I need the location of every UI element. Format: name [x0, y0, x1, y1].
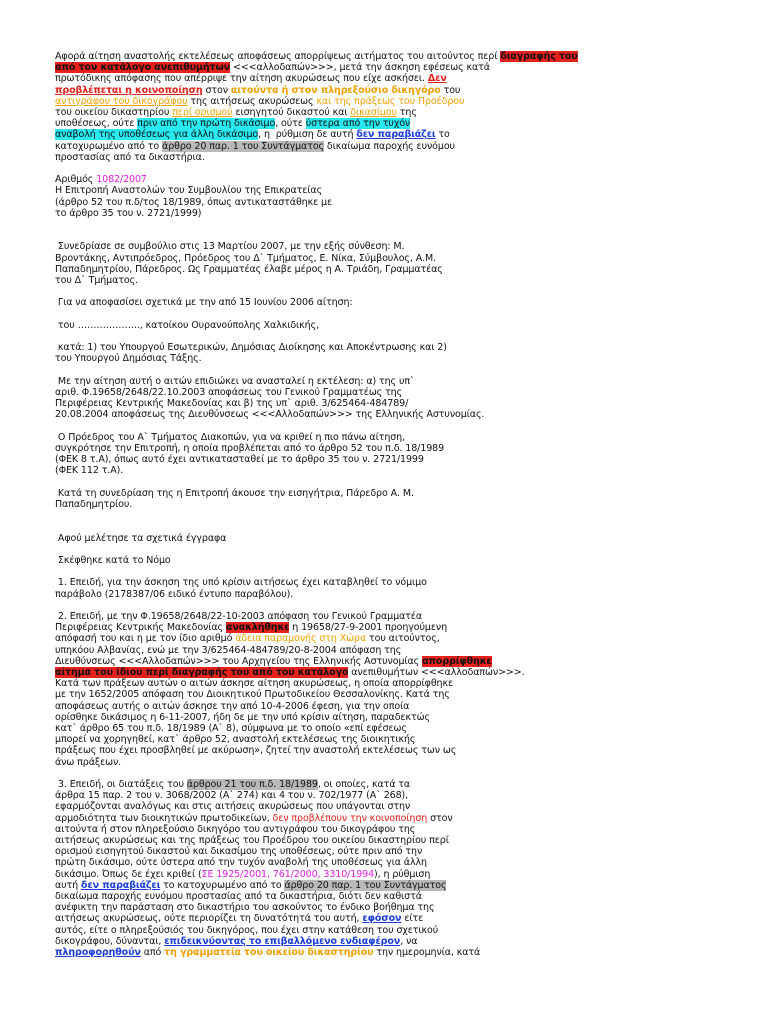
- paragraph: Αφού μελέτησε τα σχετικά έγγραφα: [55, 532, 227, 544]
- session-line: Παπαδημητρίου, Πάρεδρος. Ως Γραμματέας έλαβε μέρος η Α. Τριάδη, Γραμματέας: [55, 263, 443, 275]
- numbered-paragraph: αποφάσεως αυτής ο αιτών άσκησε την από 10-4-2006 έφεση, για την οποία: [55, 700, 410, 712]
- committee-basis: το άρθρο 35 του ν. 2721/1999): [55, 207, 202, 219]
- paragraph: 20.08.2004 αποφάσεως της Διευθύνσεως <<<Αλλοδαπών>>> της Ελληνικής Αστυνομίας.: [55, 409, 485, 421]
- numbered-paragraph: με την 1652/2005 απόφαση του Διοικητικού Πρωτοδικείου Θεσσαλονίκης. Κατά της: [55, 689, 450, 701]
- paragraph: Για να αποφασίσει σχετικά με την από 15 Ιουνίου 2006 αίτηση:: [55, 297, 353, 309]
- committee-basis: (άρθρο 52 του π.δ/τος 18/1989, όπως αντικαταστάθηκε με: [55, 196, 333, 208]
- numbered-paragraph: παράβολο (2178387/06 ειδικό έντυπο παραβόλου).: [55, 588, 294, 600]
- numbered-paragraph: Διευθύνσεως <<<Αλλοδαπών>>> του Αρχηγείου της Ελληνικής Αστυνομίας απορρίφθηκε: [55, 655, 492, 667]
- numbered-paragraph: δικάσιμο. Όπως δε έχει κριθεί (ΣΕ 1925/2001, 761/2000, 3310/1994), η ρύθμιση: [55, 868, 431, 880]
- numbered-paragraph: δικαίωμα παροχής ευνόμου προστασίας από τα δικαστήρια, διότι δεν καθιστά: [55, 891, 422, 902]
- paragraph: (ΦΕΚ 8 τ.Α), όπως αυτό έχει αντικατασταθεί με το άρθρο 35 του ν. 2721/1999: [55, 454, 424, 466]
- document-body: [55, 51, 655, 958]
- intro-line: από τον κατάλογο ανεπιθυμήτων <<<αλλοδαπών>>>, μετά την άσκηση εφέσεως κατά: [55, 62, 490, 74]
- numbered-paragraph: άρθρα 15 παρ. 2 του ν. 3068/2002 (Α` 274) και 4 του ν. 702/1977 (Α` 268),: [55, 790, 409, 802]
- intro-line: υποθέσεως, ούτε πριν από την πρώτη δικάσιμο, ούτε ύστερα από την τυχόν: [55, 118, 411, 130]
- paragraph: του Υπουργού Δημόσιας Τάξης.: [55, 353, 202, 365]
- paragraph: (ΦΕΚ 112 τ.Α).: [55, 465, 124, 477]
- numbered-paragraph: Κατά των πράξεων αυτών ο αιτών άσκησε αίτηση ακυρώσεως, η οποία απορρίφθηκε: [55, 678, 454, 690]
- intro-line: αντιγράφου του δικογράφου της αιτήσεως ακυρώσεως και της πράξεως του Προέδρου: [55, 95, 465, 107]
- numbered-paragraph: πρώτη δικάσιμο, ούτε ύστερα από την τυχόν αναβολή της υποθέσεως για άλλη: [55, 857, 427, 869]
- numbered-paragraph: 3. Επειδή, οι διατάξεις του άρθρου 21 του π.δ. 18/1989, οι οποίες, κατά τα: [55, 778, 411, 790]
- numbered-paragraph: 1. Επειδή, για την άσκηση της υπό κρίσιν αιτήσεως έχει καταβληθεί το νόμιμο: [55, 577, 427, 589]
- intro-line: πρωτόδικης απόφασης που απέρριψε την αίτηση ακυρώσεως που είχε ασκήσει. Δεν: [55, 73, 447, 85]
- paragraph: Με την αίτηση αυτή ο αιτών επιδιώκει να ανασταλεί η εκτέλεση: α) της υπ`: [55, 375, 415, 387]
- intro-line: του οικείου δικαστηρίου περί ορισμού εισηγητού δικαστού και δικασίμου της: [55, 107, 417, 119]
- numbered-paragraph: υπηκόου Αλβανίας, ενώ με την 3/625464-484789/20-8-2004 απόφαση της: [55, 644, 402, 656]
- intro-line: κατοχυρωμένο από το άρθρο 20 παρ. 1 του Συντάγματος δικαίωμα παροχής ευνόμου: [55, 140, 455, 152]
- paragraph: Ο Πρόεδρος του Α` Τμήματος Διακοπών, για να κριθεί η πιο πάνω αίτηση,: [55, 431, 405, 443]
- intro-line: αναβολή της υποθέσεως για άλλη δικάσιμο, η ρύθμιση δε αυτή δεν παραβιάζει το: [55, 129, 450, 141]
- numbered-paragraph: αιτήσεως ακυρώσεως και της πράξεως του Προέδρου του οικείου δικαστηρίου περί: [55, 834, 449, 846]
- numbered-paragraph: Περιφέρειας Κεντρικής Μακεδονίας ανακλήθηκε η 19658/27-9-2001 προηγούμενη: [55, 622, 448, 634]
- numbered-paragraph: αιτήσεως ακυρώσεως, ούτε περιορίζει τη δυνατότητά του αυτή, εφόσον είτε: [55, 913, 424, 925]
- numbered-paragraph: μπορεί να χορηγηθεί, κατ` άρθρο 52, αναστολή εκτελέσεως της διοικητικής: [55, 734, 416, 746]
- numbered-paragraph: αιτούντα ή στον πληρεξούσιο δικηγόρο του αντιγράφου του δικογράφου της: [55, 823, 416, 835]
- numbered-paragraph: κατ` άρθρο 65 του π.δ. 18/1989 (Α` 8), σύμφωνα με το οποίο «επί εφέσεως: [55, 722, 407, 734]
- numbered-paragraph: άνω πράξεων.: [55, 756, 122, 768]
- decision-number: Αριθμός 1082/2007: [55, 174, 147, 186]
- paragraph: κατά: 1) του Υπουργού Εσωτερικών, Δημόσιας Διοίκησης και Αποκέντρωσης και 2): [55, 342, 447, 354]
- numbered-paragraph: αρμοδιότητα των διοικητικών πρωτοδικείων, δεν προβλέπουν την κοινοποίηση στον: [55, 812, 453, 824]
- numbered-paragraph: δικογράφου, δύνανται, επιδεικνύοντας το επιβαλλόμενο ενδιαφέρον, να: [55, 935, 418, 947]
- numbered-paragraph: εφαρμόζονται αναλόγως και στις αιτήσεις ακυρώσεως που υπάγονται στην: [55, 801, 411, 813]
- intro-line: προστασίας από τα δικαστήρια.: [55, 151, 205, 163]
- paragraph: του ……………….., κατοίκου Ουρανούπολης Χαλκιδικής,: [55, 319, 319, 331]
- numbered-paragraph: ορισμού εισηγητού δικαστού και δικασίμου της υποθέσεως, ούτε πριν από την: [55, 846, 423, 858]
- paragraph: Περιφέρειας Κεντρικής Μακεδονίας και β) της υπ` αριθ. 3/625464-484789/: [55, 398, 409, 410]
- numbered-paragraph: πράξεως που έχει προσβληθεί με ακύρωση», ζητεί την αναστολή εκτελέσεως των ως: [55, 745, 457, 757]
- committee-title: Η Επιτροπή Αναστολών του Συμβουλίου της Επικρατείας: [55, 185, 323, 197]
- numbered-paragraph: πληροφορηθούν από τη γραμματεία του οικείου δικαστηρίου την ημερομηνία, κατά: [55, 947, 481, 959]
- numbered-paragraph: αίτημα του ίδιου περί διαγραφής του από του κατάλογο ανεπιθυμήτων <<<αλλοδαπών>>>.: [55, 666, 525, 678]
- paragraph: Κατά τη συνεδρίαση της η Επιτροπή άκουσε την εισηγήτρια, Πάρεδρο Α. Μ.: [55, 487, 414, 499]
- numbered-paragraph: αυτός, είτε ο πληρεξούσιός του δικηγόρος, που έχει στην κατάθεση του σχετικού: [55, 924, 439, 936]
- session-line: Βροντάκης, Αντιπρόεδρος, Πρόεδρος του Δ` Τμήματος, Ε. Νίκα, Σύμβουλος, Α.Μ.: [55, 252, 437, 264]
- intro-line: προβλέπεται η κοινοποίηση στον αιτούντα ή στον πληρεξούσιο δικηγόρο του: [55, 84, 461, 96]
- intro-line: Αφορά αίτηση αναστολής εκτελέσεως αποφάσεως απορρίψεως αιτήματος του αιτούντος περί διαγραφής του: [55, 51, 578, 62]
- paragraph: Παπαδημητρίου.: [55, 498, 133, 510]
- numbered-paragraph: 2. Επειδή, με την Φ.19658/2648/22-10-2003 απόφαση του Γενικού Γραμματέα: [55, 610, 423, 622]
- numbered-paragraph: ορίσθηκε δικάσιμος η 6-11-2007, ήδη δε με την υπό κρίσιν αίτηση, παραδεκτώς: [55, 711, 430, 723]
- numbered-paragraph: ανέφικτη την παράσταση στο δικαστήριο του ασκούντος το ένδικο βοήθημα της: [55, 902, 435, 914]
- numbered-paragraph: αυτή δεν παραβιάζει το κατοχυρωμένο από το άρθρο 20 παρ. 1 του Συντάγματος: [55, 879, 447, 891]
- session-line: του Δ` Τμήματος.: [55, 275, 139, 287]
- numbered-paragraph: απόφασή του και η με τον ίδιο αριθμό άδεια παραμονής στη Χώρα του αιτούντος,: [55, 633, 440, 645]
- paragraph: συγκρότησε την Επιτροπή, η οποία προβλέπεται από το άρθρο 52 του π.δ. 18/1989: [55, 442, 445, 454]
- paragraph: Σκέφθηκε κατά το Νόμο: [55, 554, 171, 566]
- paragraph: αριθ. Φ.19658/2648/22.10.2003 αποφάσεως του Γενικού Γραμματέως της: [55, 386, 403, 398]
- session-line: Συνεδρίασε σε συμβούλιο στις 13 Μαρτίου 2007, με την εξής σύνθεση: Μ.: [55, 241, 405, 253]
